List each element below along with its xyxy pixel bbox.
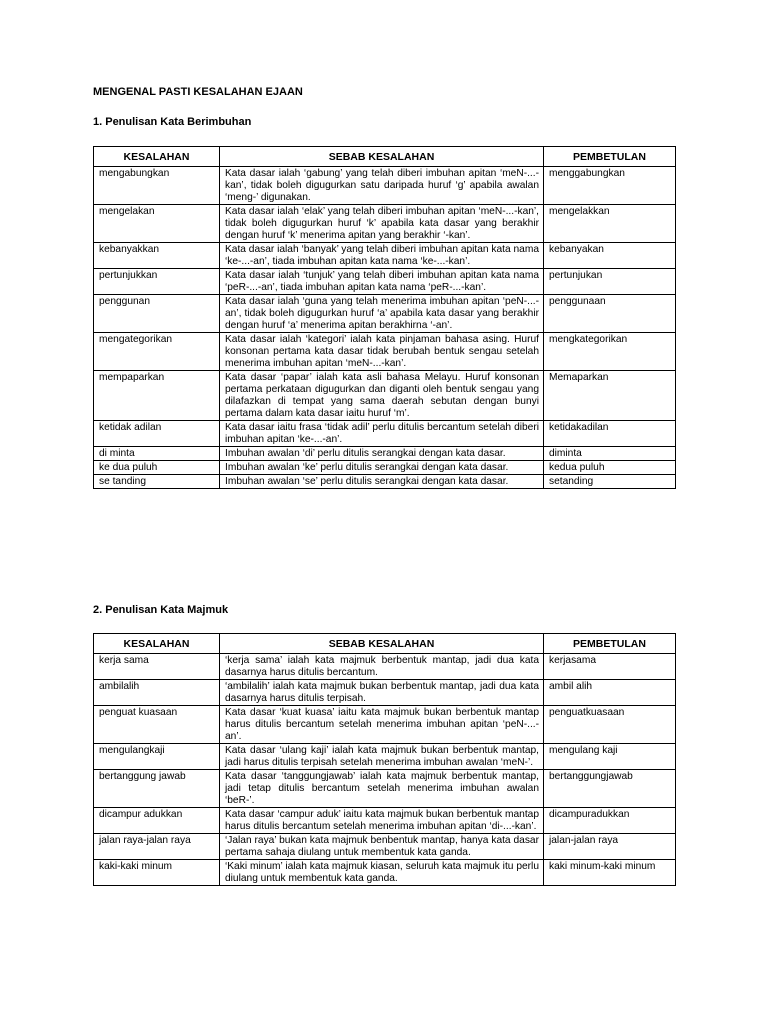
cell-pembetulan: penguatkuasaan [544, 706, 676, 744]
cell-sebab: Kata dasar ialah ‘tunjuk’ yang telah diberi imbuhan apitan kata nama ‘peR-...-an’, tiada imbuhan apitan kata nama ‘peR-...-kan’. [220, 269, 544, 295]
cell-sebab: Kata dasar ialah ‘elak’ yang telah diberi imbuhan apitan ‘meN-...-kan’, tidak boleh digugurkan huruf ‘k’ apabila kata dasar yang berakhir dengan huruf ‘k’ menerima apitan yang berakhir ‘-kan’. [220, 205, 544, 243]
cell-sebab: Kata dasar iaitu frasa ‘tidak adil’ perlu ditulis bercantum setelah diberi imbuhan apitan ‘ke-...-an’. [220, 421, 544, 447]
cell-kesalahan: mengategorikan [94, 333, 220, 371]
cell-pembetulan: mengelakkan [544, 205, 676, 243]
table-majmuk [93, 633, 676, 886]
table-header-row [94, 634, 676, 654]
table-row [94, 243, 676, 269]
table-row [94, 421, 676, 447]
cell-pembetulan: setanding [544, 475, 676, 489]
cell-pembetulan: ambil alih [544, 680, 676, 706]
cell-pembetulan: pertunjukan [544, 269, 676, 295]
cell-pembetulan: kedua puluh [544, 461, 676, 475]
cell-kesalahan: jalan raya-jalan raya [94, 834, 220, 860]
cell-kesalahan: di minta [94, 447, 220, 461]
cell-sebab: Kata dasar ‘ulang kaji’ ialah kata majmuk bukan berbentuk mantap, jadi harus ditulis terpisah setelah menerima imbuhan awalan ‘meN-’. [220, 744, 544, 770]
table-row [94, 475, 676, 489]
table-row [94, 744, 676, 770]
cell-pembetulan: Memaparkan [544, 371, 676, 421]
table-berimbuhan [93, 146, 676, 489]
cell-kesalahan: kerja sama [94, 654, 220, 680]
table-row [94, 860, 676, 886]
cell-kesalahan: kebanyakkan [94, 243, 220, 269]
section-title-majmuk: 2. Penulisan Kata Majmuk [93, 604, 229, 616]
cell-sebab: ‘Kaki minum’ ialah kata majmuk kiasan, seluruh kata majmuk itu perlu diulang untuk membentuk kata ganda. [220, 860, 544, 886]
page-title: MENGENAL PASTI KESALAHAN EJAAN [93, 86, 303, 98]
cell-pembetulan: kebanyakan [544, 243, 676, 269]
cell-kesalahan: mempaparkan [94, 371, 220, 421]
cell-sebab: Kata dasar ialah ‘guna yang telah menerima imbuhan apitan ‘peN-...-an’, tidak boleh digugurkan huruf ‘a’ apabila kata dasar yang berakhir dengan huruf ‘a’ menerima apitan berakhirna ‘-an’. [220, 295, 544, 333]
header-sebab-kesalahan: SEBAB KESALAHAN [220, 147, 544, 167]
header-pembetulan: PEMBETULAN [544, 634, 676, 654]
cell-sebab: Imbuhan awalan ‘ke’ perlu ditulis serangkai dengan kata dasar. [220, 461, 544, 475]
cell-sebab: ‘kerja sama’ ialah kata majmuk berbentuk mantap, jadi dua kata dasarnya harus ditulis bercantum. [220, 654, 544, 680]
table-row [94, 205, 676, 243]
table-row [94, 269, 676, 295]
table-row [94, 654, 676, 680]
section-title-berimbuhan: 1. Penulisan Kata Berimbuhan [93, 116, 252, 128]
cell-kesalahan: mengelakan [94, 205, 220, 243]
cell-sebab: Imbuhan awalan ‘di’ perlu ditulis serangkai dengan kata dasar. [220, 447, 544, 461]
cell-kesalahan: bertanggung jawab [94, 770, 220, 808]
cell-pembetulan: mengkategorikan [544, 333, 676, 371]
table-row [94, 167, 676, 205]
cell-pembetulan: menggabungkan [544, 167, 676, 205]
cell-kesalahan: dicampur adukkan [94, 808, 220, 834]
header-pembetulan: PEMBETULAN [544, 147, 676, 167]
cell-kesalahan: kaki-kaki minum [94, 860, 220, 886]
cell-kesalahan: ke dua puluh [94, 461, 220, 475]
header-sebab-kesalahan: SEBAB KESALAHAN [220, 634, 544, 654]
cell-pembetulan: mengulang kaji [544, 744, 676, 770]
cell-pembetulan: bertanggungjawab [544, 770, 676, 808]
table-row [94, 371, 676, 421]
cell-sebab: Kata dasar ialah ‘kategori’ ialah kata pinjaman bahasa asing. Huruf konsonan pertama kata dasar tidak berubah bentuk sengau setelah menerima imbuhan apitan ‘meN-...-kan’. [220, 333, 544, 371]
cell-pembetulan: dicampuradukkan [544, 808, 676, 834]
cell-kesalahan: ambilalih [94, 680, 220, 706]
table-row [94, 808, 676, 834]
cell-kesalahan: se tanding [94, 475, 220, 489]
table-row [94, 333, 676, 371]
cell-kesalahan: ketidak adilan [94, 421, 220, 447]
table-row [94, 447, 676, 461]
table-row [94, 680, 676, 706]
cell-sebab: ‘Jalan raya’ bukan kata majmuk benbentuk mantap, hanya kata dasar pertama sahaja diulang untuk membentuk kata ganda. [220, 834, 544, 860]
cell-pembetulan: ketidakadilan [544, 421, 676, 447]
cell-sebab: Kata dasar ‘tanggungjawab’ ialah kata majmuk berbentuk mantap, jadi tetap ditulis bercantum setelah menerima imbuhan awalan ‘beR-’. [220, 770, 544, 808]
cell-sebab: Imbuhan awalan ‘se’ perlu ditulis serangkai dengan kata dasar. [220, 475, 544, 489]
cell-kesalahan: penguat kuasaan [94, 706, 220, 744]
table-row [94, 706, 676, 744]
cell-kesalahan: penggunan [94, 295, 220, 333]
table-header-row [94, 147, 676, 167]
header-kesalahan: KESALAHAN [94, 634, 220, 654]
cell-sebab: Kata dasar ‘campur aduk’ iaitu kata majmuk bukan berbentuk mantap harus ditulis bercantum setelah menerima imbuhan apitan ‘di-...-kan’. [220, 808, 544, 834]
table-row [94, 295, 676, 333]
cell-sebab: Kata dasar ‘kuat kuasa’ iaitu kata majmuk bukan berbentuk mantap harus ditulis bercantum setelah menerima imbuhan apitan ‘peN-...-an’. [220, 706, 544, 744]
cell-kesalahan: mengulangkaji [94, 744, 220, 770]
cell-sebab: Kata dasar ialah ‘gabung’ yang telah diberi imbuhan apitan ‘meN-...-kan’, tidak boleh digugurkan satu daripada huruf ‘g’ apabila awalan ‘meng-’ digunakan. [220, 167, 544, 205]
header-kesalahan: KESALAHAN [94, 147, 220, 167]
cell-kesalahan: pertunjukkan [94, 269, 220, 295]
cell-pembetulan: kaki minum-kaki minum [544, 860, 676, 886]
cell-sebab: ‘ambilalih’ ialah kata majmuk bukan berbentuk mantap, jadi dua kata dasarnya harus ditulis terpisah. [220, 680, 544, 706]
cell-sebab: Kata dasar ‘papar’ ialah kata asli bahasa Melayu. Huruf konsonan pertama perkataan digugurkan dan diganti oleh bentuk sengau yang dilafazkan di tempat yang sama daerah sebutan dengan bunyi pertama dalam kata dasar iaitu huruf ‘m’. [220, 371, 544, 421]
cell-pembetulan: jalan-jalan raya [544, 834, 676, 860]
cell-pembetulan: diminta [544, 447, 676, 461]
cell-sebab: Kata dasar ialah ‘banyak’ yang telah diberi imbuhan apitan kata nama ‘ke-...-an’, tiada imbuhan apitan kata nama ‘ke-...-kan’. [220, 243, 544, 269]
cell-pembetulan: kerjasama [544, 654, 676, 680]
cell-kesalahan: mengabungkan [94, 167, 220, 205]
table-row [94, 461, 676, 475]
table-row [94, 770, 676, 808]
cell-pembetulan: penggunaan [544, 295, 676, 333]
table-row [94, 834, 676, 860]
